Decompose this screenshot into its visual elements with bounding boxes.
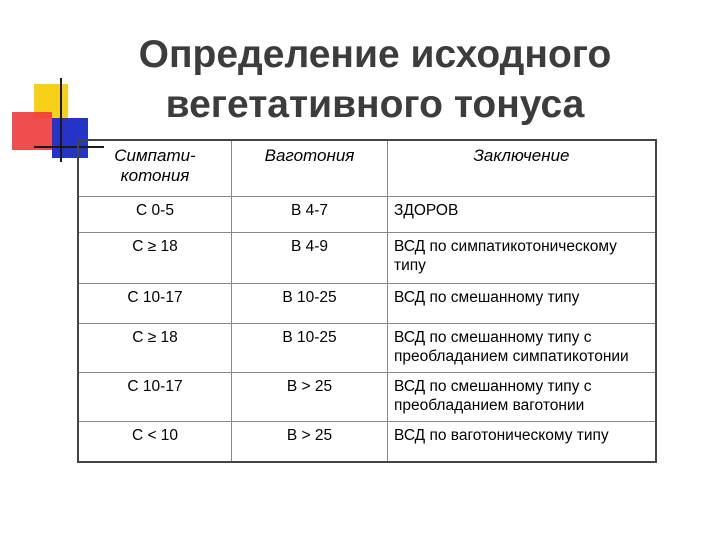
title-line-2: вегетативного тонуса: [165, 83, 585, 126]
cell-sympathicotonia: С 10-17: [78, 283, 232, 323]
cell-conclusion: ВСД по ваготоническому типу: [388, 421, 657, 462]
table-row: [78, 323, 656, 372]
table-row: [78, 196, 656, 232]
cell-vagotonia: В > 25: [232, 372, 388, 421]
cell-conclusion: ВСД по смешанному типу с преобладанием ваготонии: [388, 372, 657, 421]
cell-conclusion: ВСД по смешанному типу: [388, 283, 657, 323]
cell-vagotonia: В 10-25: [232, 283, 388, 323]
table-row: [78, 232, 656, 283]
cell-conclusion: ЗДОРОВ: [388, 196, 657, 232]
table-row: [78, 372, 656, 421]
decor-red-square: [12, 112, 52, 150]
header-conclusion: Заключение: [388, 140, 657, 196]
cell-conclusion: ВСД по симпатикотоническому типу: [388, 232, 657, 283]
cell-sympathicotonia: С 10-17: [78, 372, 232, 421]
cell-vagotonia: В 4-9: [232, 232, 388, 283]
table-header-row: [78, 140, 656, 196]
table-row: [78, 283, 656, 323]
cell-conclusion: ВСД по смешанному типу с преобладанием симпатикотонии: [388, 323, 657, 372]
header-sympathicotonia: Симпати-котония: [78, 140, 232, 196]
cell-sympathicotonia: С ≥ 18: [78, 232, 232, 283]
cell-vagotonia: В 10-25: [232, 323, 388, 372]
cell-sympathicotonia: С < 10: [78, 421, 232, 462]
cell-vagotonia: В 4-7: [232, 196, 388, 232]
title-line-1: Определение исходного: [138, 33, 612, 76]
tonus-table: [77, 139, 657, 463]
slide-title: [95, 30, 655, 130]
cell-sympathicotonia: С 0-5: [78, 196, 232, 232]
cell-vagotonia: В > 25: [232, 421, 388, 462]
table-row: [78, 421, 656, 462]
decor-vertical-line: [60, 78, 62, 162]
header-vagotonia: Ваготония: [232, 140, 388, 196]
cell-sympathicotonia: С ≥ 18: [78, 323, 232, 372]
